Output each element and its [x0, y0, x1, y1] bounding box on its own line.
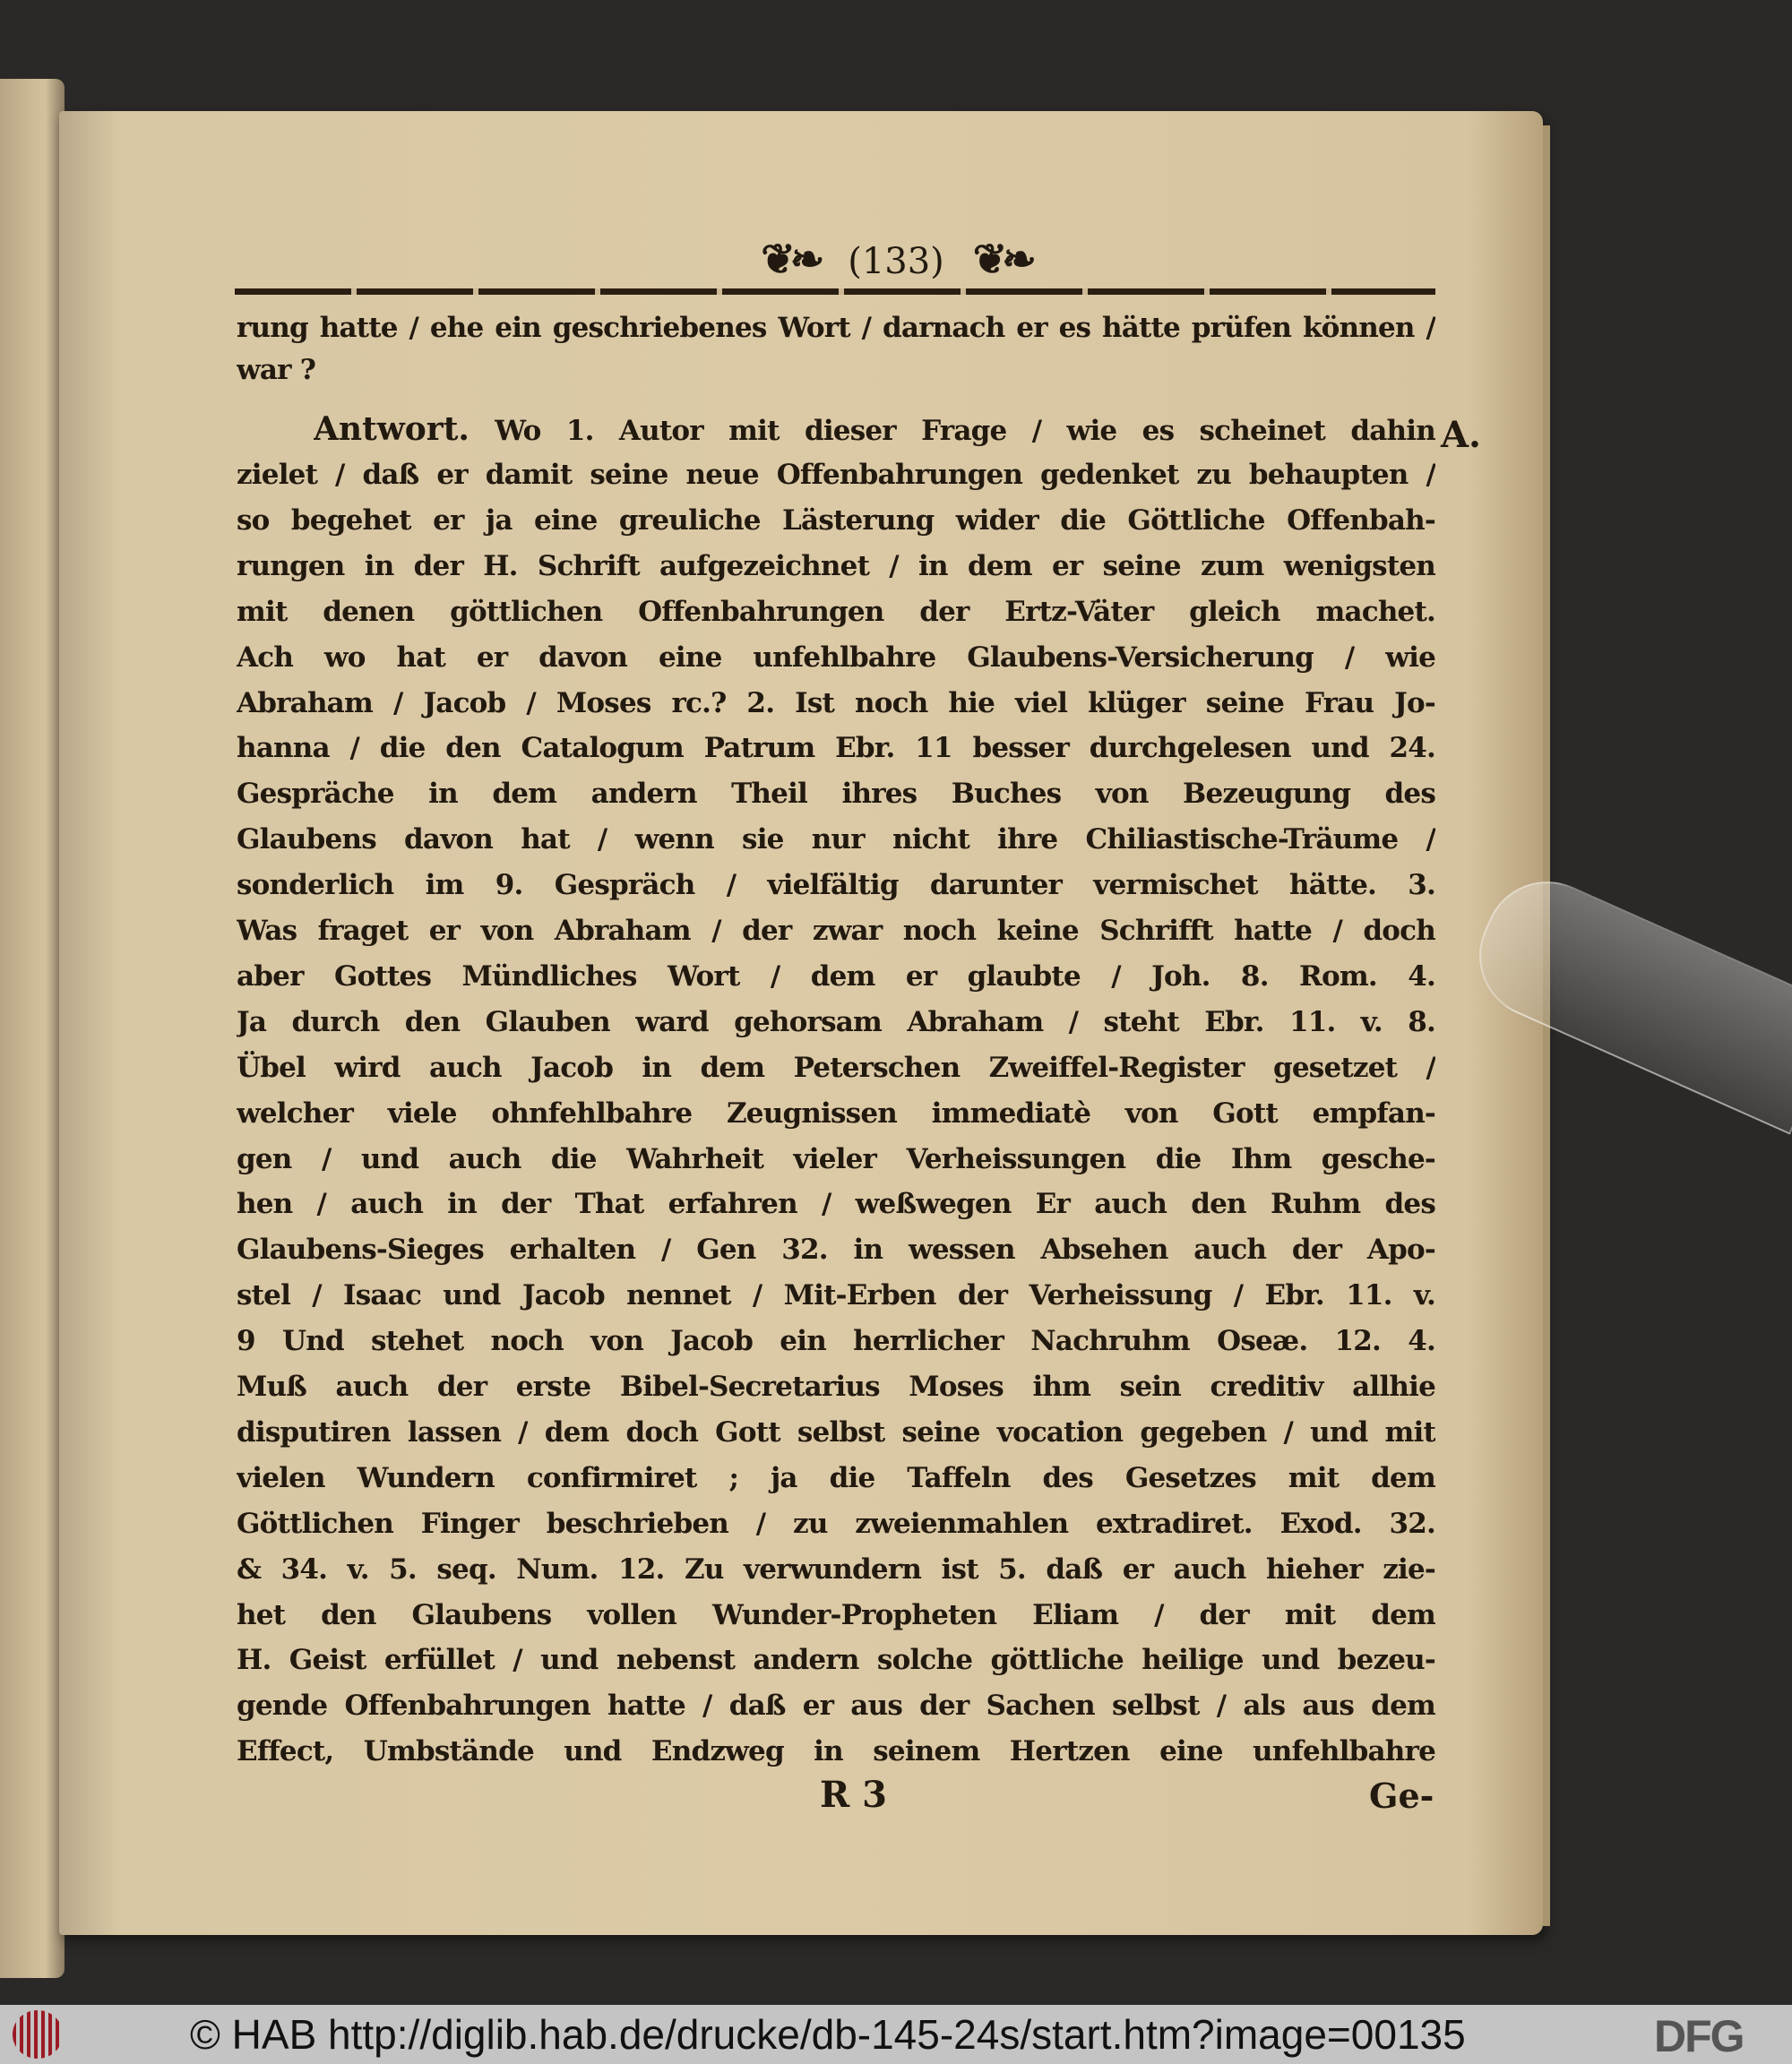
ornament-icon: ❦❧	[972, 235, 1031, 283]
text-line: hen / auch in der That erfahren / weßwegen Er auch den Ruhm des	[237, 1188, 1435, 1221]
text-line: rungen in der H. Schrift aufgezeichnet / in dem er seine zum wenigsten	[237, 549, 1435, 582]
page-number: (133)	[848, 241, 944, 282]
antwort-text: Wo 1. Autor mit dieser Frage / wie es scheinet dahin	[495, 415, 1435, 447]
catchword: Ge-	[1369, 1776, 1434, 1816]
text-line: zielet / daß er damit seine neue Offenbahrungen gedenket zu behaupten /	[237, 459, 1435, 491]
credit-link[interactable]: © HAB http://diglib.hab.de/drucke/db-145-24s/start.htm?image=00135	[190, 2011, 1466, 2058]
signature-mark: R 3	[820, 1774, 887, 1816]
text-line: gen / und auch die Wahrheit vieler Verheissungen die Ihm gesche-	[237, 1142, 1435, 1175]
text-line: sonderlich im 9. Gespräch / vielfältig darunter vermischet hätte. 3.	[237, 869, 1435, 902]
text-line: Glaubens davon hat / wenn sie nur nicht ihre Chiliastische-Träume /	[237, 823, 1435, 856]
antwort-label: Antwort.	[314, 410, 470, 448]
facing-page-edge	[0, 79, 65, 1978]
text-line: Übel wird auch Jacob in dem Peterschen Zweiffel-Register gesetzet /	[237, 1051, 1435, 1084]
hab-logo-icon	[13, 2010, 63, 2059]
text-line: aber Gottes Mündliches Wort / dem er glaubte / Joh. 8. Rom. 4.	[237, 959, 1435, 993]
dfg-logo: DFG	[1654, 2011, 1744, 2061]
margin-note: A.	[1441, 414, 1481, 456]
text-line: Göttlichen Finger beschrieben / zu zweienmahlen extradiret. Exod. 32.	[237, 1507, 1435, 1540]
text-line: Ja durch den Glauben ward gehorsam Abraham / steht Ebr. 11. v. 8.	[237, 1005, 1435, 1038]
text-line: stel / Isaac und Jacob nennet / Mit-Erben der Verheissung / Ebr. 11. v.	[237, 1279, 1435, 1312]
text-line: Gespräche in dem andern Theil ihres Buches von Bezeugung des	[237, 778, 1435, 811]
antwort-line	[314, 408, 1435, 453]
text-line: H. Geist erfüllet / und nebenst andern solche göttliche heilige und bezeu-	[237, 1644, 1435, 1677]
text-line: vielen Wundern confirmiret ; ja die Taffeln des Gesetzes mit dem	[237, 1461, 1435, 1494]
text-line: 9 Und stehet noch von Jacob ein herrlicher Nachruhm Oseæ. 12. 4.	[237, 1325, 1435, 1358]
text-line: Effect, Umbstände und Endzweg in seinem Hertzen eine unfehlbahre	[237, 1735, 1435, 1768]
ornament-icon: ❦❧	[761, 235, 820, 283]
text-line: het den Glaubens vollen Wunder-Propheten Eliam / der mit dem	[237, 1598, 1435, 1631]
text-line: & 34. v. 5. seq. Num. 12. Zu verwundern ist 5. daß er auch hieher zie-	[237, 1552, 1435, 1586]
text-line: mit denen göttlichen Offenbahrungen der Ertz-Väter gleich machet.	[237, 595, 1435, 628]
text-line: war ?	[237, 354, 316, 386]
text-line: Was fraget er von Abraham / der zwar noch keine Schrifft hatte / doch	[237, 915, 1435, 947]
text-line: Ach wo hat er davon eine unfehlbahre Glaubens-Versicherung / wie	[237, 641, 1435, 674]
text-line: gende Offenbahrungen hatte / daß er aus der Sachen selbst / als aus dem	[237, 1690, 1435, 1723]
text-line: so begehet er ja eine greuliche Lästerung wider die Göttliche Offenbah-	[237, 503, 1435, 537]
page-header	[0, 235, 1792, 283]
text-line: Glaubens-Sieges erhalten / Gen 32. in wessen Absehen auch der Apo-	[237, 1234, 1435, 1267]
text-line: disputiren lassen / dem doch Gott selbst seine vocation gegeben / und mit	[237, 1415, 1435, 1449]
text-line: Muß auch der erste Bibel-Secretarius Moses ihm sein creditiv allhie	[237, 1371, 1435, 1403]
text-line: welcher viele ohnfehlbahre Zeugnissen immediatè von Gott empfan-	[237, 1096, 1435, 1130]
header-rule	[235, 288, 1435, 295]
footer-bar	[0, 2005, 1792, 2064]
text-line: rung hatte / ehe ein geschriebenes Wort / darnach er es hätte prüfen können /	[237, 312, 1435, 344]
text-line: Abraham / Jacob / Moses rc.? 2. Ist noch hie viel klüger seine Frau Jo-	[237, 686, 1435, 719]
text-line: hanna / die den Catalogum Patrum Ebr. 11 besser durchgelesen und 24.	[237, 732, 1435, 765]
